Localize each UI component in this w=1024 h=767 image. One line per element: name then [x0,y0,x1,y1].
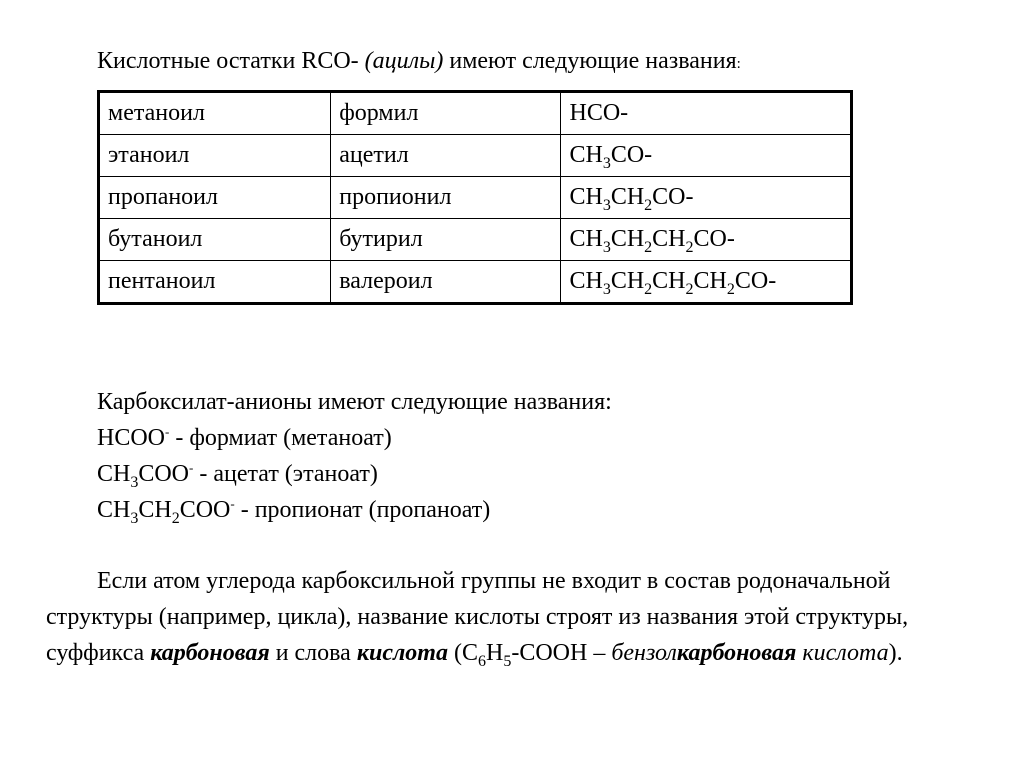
term-carbonovaya: карбоновая [150,640,270,666]
formula-cell [561,177,852,219]
example-name-italic: бензол [611,640,677,666]
formula-cell [561,135,852,177]
formula-part: CH [97,461,131,487]
heading-text-end: имеют следующие названия [443,48,737,74]
subscript: 2 [644,281,653,298]
formula-part: COO [138,461,190,487]
paragraph-text: Если атом углерода карбоксильной группы не входит в состав родоначальной структуры (например, цикла), название кислоты строят из названия этой структуры, суффикса [46,568,909,666]
formula-part: CH [569,142,603,168]
formula-part: CO- [610,142,653,168]
anion-list [97,420,612,528]
paragraph-text: и слова [269,640,357,666]
table-row [99,135,852,177]
section-heading [97,48,741,75]
systematic-name-cell: метаноил [99,92,331,135]
carboxylate-anions-block [97,384,612,528]
heading-colon: : [736,56,741,72]
formula-part: HCO- [569,100,629,126]
trivial-name-cell: бутирил [331,219,561,261]
subscript: 3 [602,197,611,214]
formula-part: CO- [652,184,694,210]
paragraph-indent [46,568,97,594]
formula-part: COO [179,497,231,523]
paragraph-text: ). [888,640,903,666]
formula-cell [561,219,852,261]
systematic-name-cell: пентаноил [99,261,331,304]
trivial-name-cell: пропионил [331,177,561,219]
trivial-name-cell: валероил [331,261,561,304]
trivial-name-cell: формил [331,92,561,135]
subscript: 2 [644,239,653,256]
subscript: 2 [726,281,735,298]
subscript: 5 [503,653,512,670]
formula-part: CH [138,497,172,523]
formula-part: CH [610,184,645,210]
heading-text: Кислотные остатки RCO- [97,48,365,74]
formula-part: CH [610,226,645,252]
subscript: 3 [602,155,611,172]
table-row [99,219,852,261]
subscript: 2 [644,197,653,214]
formula-cell [561,92,852,135]
anion-line [97,456,612,492]
paragraph-text: H [485,640,504,666]
term-kislota: кислота [356,640,448,666]
formula-part: CH [693,268,727,294]
subscript: 2 [685,281,694,298]
paragraph-text: -COOH – [511,640,612,666]
formula-part: CH [569,184,603,210]
subscript: 3 [602,239,611,256]
subscript: 3 [602,281,611,298]
subscript: 3 [130,510,139,527]
formula-part: CH [97,497,131,523]
anion-line [97,420,612,456]
formula-part: CH [569,226,603,252]
systematic-name-cell: этаноил [99,135,331,177]
naming-rule-paragraph [46,563,946,671]
paragraph-text: (C [447,640,478,666]
charge-superscript: - [230,496,235,511]
subscript: 6 [477,653,486,670]
formula-cell [561,261,852,304]
formula-part: CO- [734,268,777,294]
anions-intro: Карбоксилат-анионы имеют следующие названия: [97,389,612,415]
formula-part: CH [652,226,686,252]
systematic-name-cell: пропаноил [99,177,331,219]
subscript: 2 [171,510,180,527]
acyl-names-table [97,90,853,305]
table-row [99,261,852,304]
formula-part: CH [569,268,603,294]
formula-part: CH [610,268,645,294]
charge-superscript: - [165,424,170,439]
anion-name: - пропионат (пропаноат) [234,497,491,523]
formula-part: CO- [693,226,735,252]
anion-name: - ацетат (этаноат) [193,461,378,487]
formula-part: HCOO [97,425,166,451]
formula-part: CH [652,268,686,294]
table-row [99,92,852,135]
systematic-name-cell: бутаноил [99,219,331,261]
table-row [99,177,852,219]
example-name-bold: карбоновая [676,640,797,666]
subscript: 3 [130,474,139,491]
anion-line [97,492,612,528]
anion-name: - формиат (метаноат) [169,425,392,451]
charge-superscript: - [189,460,194,475]
subscript: 2 [685,239,694,256]
example-name-italic: кислота [796,640,889,666]
heading-italic: (ацилы) [364,48,444,74]
trivial-name-cell: ацетил [331,135,561,177]
